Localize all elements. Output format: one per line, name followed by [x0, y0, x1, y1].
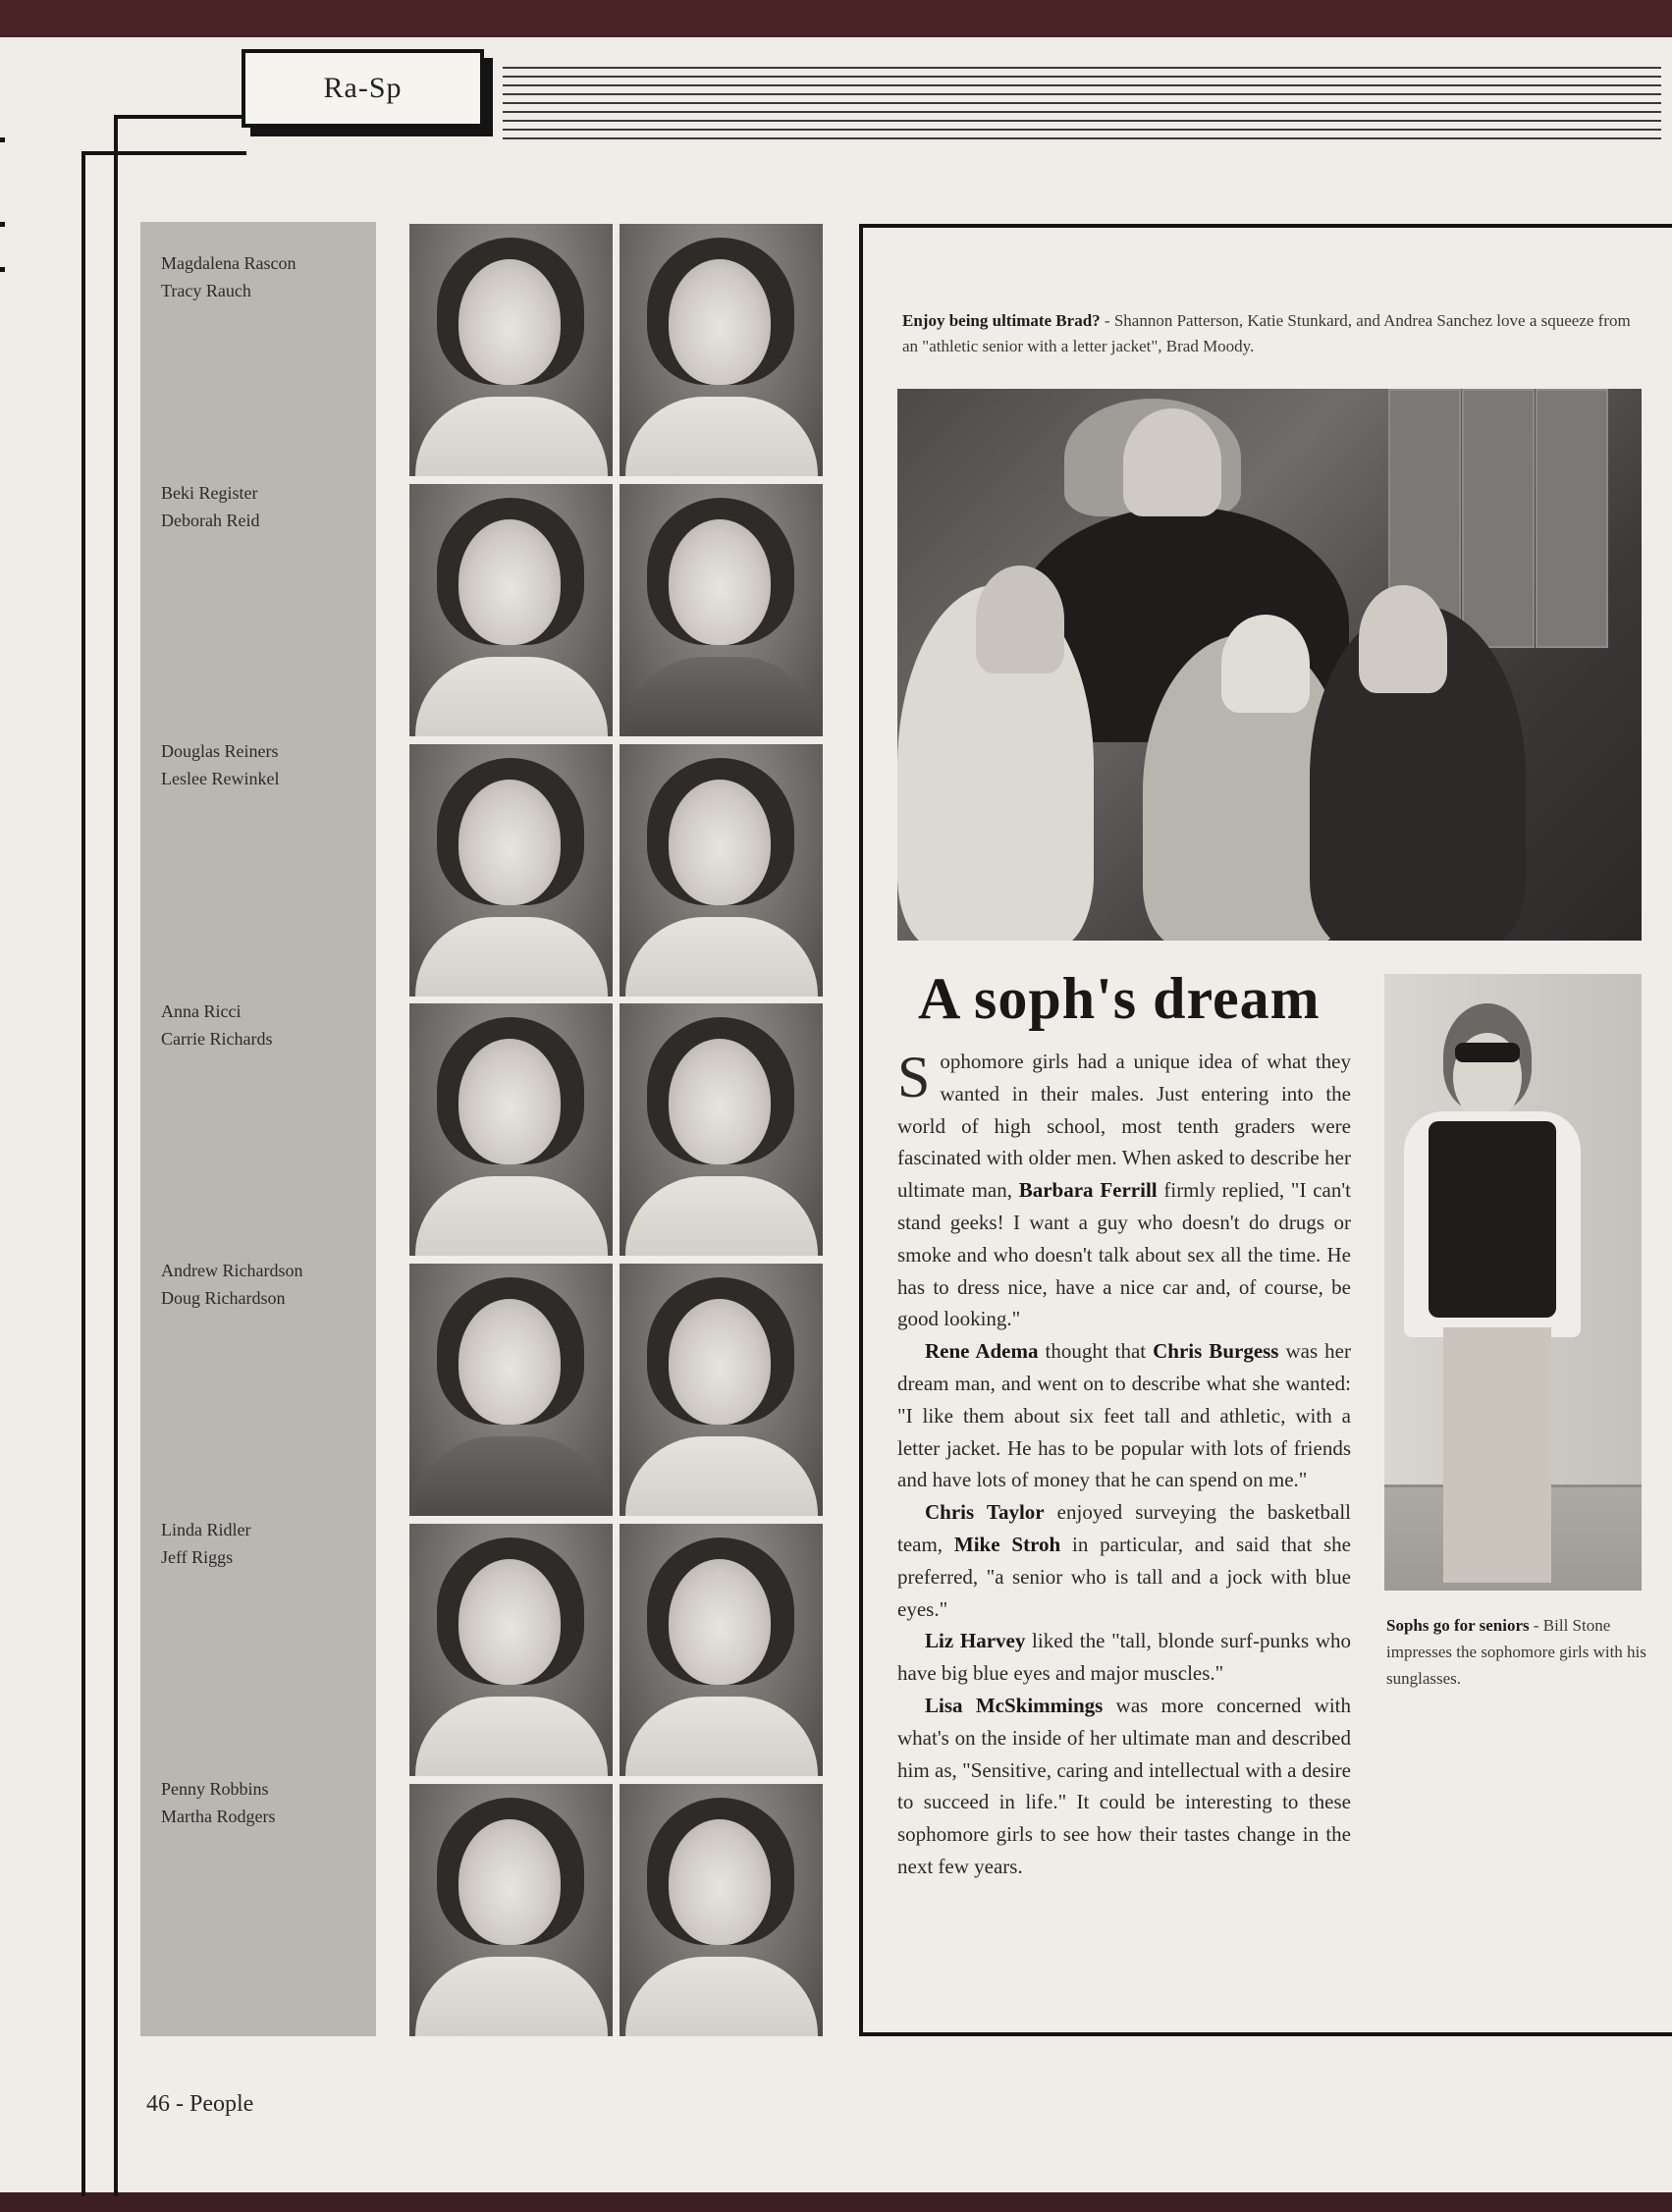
name-group [161, 249, 296, 304]
student-name: Beki Register [161, 483, 258, 503]
story-text: thought that [1038, 1339, 1154, 1364]
portrait-photo [620, 744, 823, 997]
portrait-photo [620, 484, 823, 736]
story-text: was more concerned with what's on the inside of her ultimate man and described him as, "Sensitive, caring and intellectual with a desire to succeed in life." It could be interesting to these sophomore girls to see how their tastes change in the next few years. [897, 1693, 1351, 1878]
story-name: Mike Stroh [953, 1532, 1061, 1556]
student-name: Linda Ridler [161, 1520, 251, 1539]
story-name: Barbara Ferrill [1018, 1178, 1158, 1203]
story-name: Chris Burgess [1153, 1339, 1279, 1364]
story-name: Chris Taylor [925, 1500, 1045, 1525]
group-photo-caption [902, 308, 1639, 359]
header-rules [503, 67, 1661, 153]
portrait-photo [409, 1003, 613, 1256]
story-name: Rene Adema [925, 1339, 1039, 1364]
student-name: Andrew Richardson [161, 1261, 303, 1280]
story-text: firmly replied, "I can't stand geeks! I want a guy who doesn't do drugs or smoke and who doesn't talk about sex all the time. He has to dress nice, have a nice car and, of course, be good looking." [897, 1178, 1351, 1331]
story-text: in particular, and said that she preferred, "a senior who is tall and a jock with blue eyes." [897, 1532, 1352, 1621]
portrait-photo [409, 484, 613, 736]
student-name: Leslee Rewinkel [161, 769, 280, 788]
caption-text: - Bill Stone impresses the sophomore girls with his sunglasses. [1386, 1616, 1646, 1688]
portrait-photo [620, 224, 823, 476]
edge-mark [0, 137, 5, 142]
portrait-photo [409, 1524, 613, 1776]
name-group [161, 998, 272, 1052]
story-paragraph [897, 1496, 1351, 1625]
story-body [897, 1046, 1351, 1883]
portrait-photo [620, 1003, 823, 1256]
student-name: Deborah Reid [161, 511, 260, 530]
page-folio: 46 - People [146, 2091, 254, 2117]
portrait-photo [620, 1264, 823, 1516]
frame-rule [114, 115, 118, 2196]
story-paragraph [897, 1690, 1351, 1883]
story-text: enjoyed surveying the basketball team, [897, 1500, 1351, 1556]
story-text: was her dream man, and went on to describe what she wanted: "I like them about six feet tall and athletic, with a letter jacket. He has to be popular with lots of friends and have lots of money that he can spend on me." [897, 1339, 1351, 1492]
student-name: Doug Richardson [161, 1288, 286, 1308]
edge-mark [0, 222, 5, 227]
story-paragraph [897, 1335, 1351, 1496]
student-name: Tracy Rauch [161, 281, 251, 300]
frame-rule [81, 151, 85, 2196]
story-name: Liz Harvey [925, 1629, 1026, 1653]
name-group [161, 737, 279, 792]
caption-text: - Shannon Patterson, Katie Stunkard, and Andrea Sanchez love a squeeze from an "athletic senior with a letter jacket", Brad Moody. [902, 311, 1631, 355]
side-photo-caption [1386, 1612, 1646, 1692]
student-name: Carrie Richards [161, 1029, 273, 1049]
page-edge [0, 2192, 1672, 2212]
portrait-photo [620, 1784, 823, 2036]
story-name: Lisa McSkimmings [925, 1693, 1104, 1717]
portrait-photo [620, 1524, 823, 1776]
drop-cap: S [897, 1045, 931, 1109]
names-column [140, 222, 376, 2036]
student-name: Penny Robbins [161, 1779, 269, 1799]
name-group [161, 1257, 302, 1312]
caption-lead: Enjoy being ultimate Brad? [902, 311, 1101, 330]
section-tab [242, 49, 484, 128]
portrait-photo [409, 744, 613, 997]
student-name: Martha Rodgers [161, 1807, 276, 1826]
student-name: Douglas Reiners [161, 741, 279, 761]
group-photo [897, 389, 1642, 941]
name-group [161, 1775, 275, 1830]
name-group [161, 1516, 250, 1571]
portrait-photo [409, 1264, 613, 1516]
edge-mark [0, 267, 5, 272]
story-headline: A soph's dream [918, 966, 1321, 1031]
portrait-photo [409, 1784, 613, 2036]
student-name: Magdalena Rascon [161, 253, 297, 273]
story-paragraph [897, 1046, 1351, 1335]
portrait-photo [409, 224, 613, 476]
story-text: liked the "tall, blonde surf-punks who have big blue eyes and major muscles." [897, 1629, 1351, 1686]
section-tab-label: Ra-Sp [323, 72, 403, 104]
student-name: Jeff Riggs [161, 1547, 234, 1567]
student-name: Anna Ricci [161, 1001, 242, 1021]
story-text: ophomore girls had a unique idea of what they wanted in their males. Just entering into the world of high school, most tenth graders were fascinated with older men. When asked to describe her ultimate man, [897, 1050, 1351, 1203]
frame-rule [81, 151, 246, 155]
frame-rule [114, 115, 246, 119]
story-paragraph [897, 1625, 1351, 1690]
side-photo [1384, 974, 1642, 1591]
caption-lead: Sophs go for seniors [1386, 1616, 1530, 1635]
name-group [161, 479, 259, 534]
